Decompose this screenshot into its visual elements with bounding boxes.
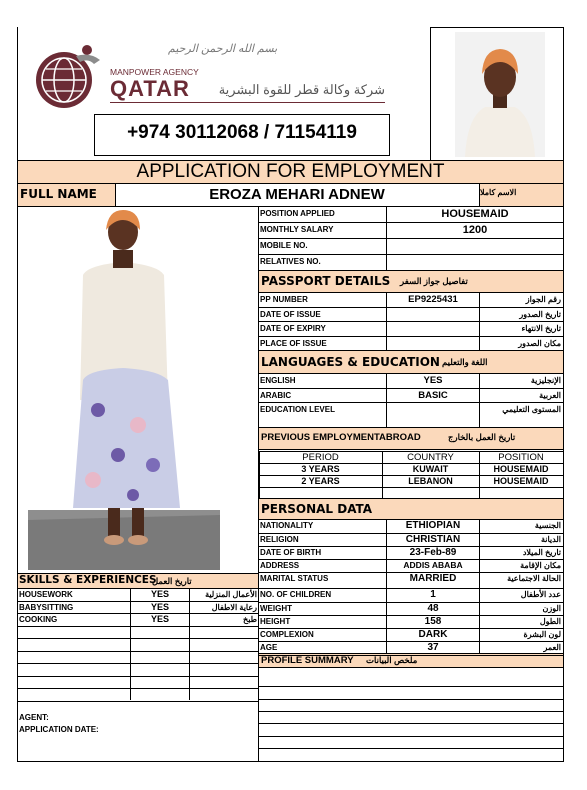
personal-row-label: HEIGHT [260, 616, 291, 626]
personal-row-value: CHRISTIAN [405, 533, 461, 545]
photo-box-top [430, 27, 563, 28]
personal-row-arabic: الجنسية [534, 521, 561, 530]
passport-row-value: EP9225431 [408, 294, 458, 305]
skill-row-value: YES [150, 614, 169, 624]
skills-heading-arabic: تاريخ العمل [152, 576, 192, 586]
language-row-line [258, 427, 564, 428]
personal-row-arabic: عدد الأطفال [520, 590, 561, 599]
application-date-label: APPLICATION DATE: [19, 725, 99, 734]
personal-row-arabic: الطول [539, 616, 561, 626]
skills-heading: SKILLS & EXPERIENCES [19, 574, 157, 586]
personal-row-value: 1 [430, 589, 436, 600]
passport-row-label: PLACE OF ISSUE [260, 338, 327, 348]
passport-row-line [258, 307, 564, 308]
position-row-label: MONTHLY SALARY [260, 225, 334, 234]
full-name-arabic: الاسم كاملا [480, 188, 517, 197]
languages-heading-bottom [258, 373, 564, 374]
skill-row-label: HOUSEWORK [19, 590, 73, 599]
passport-row-arabic: تاريخ الانتهاء [521, 324, 561, 333]
employment-cell: HOUSEMAID [493, 476, 549, 486]
language-row-line [258, 388, 564, 389]
passport-heading-bottom [258, 292, 564, 293]
employment-col-line [563, 451, 564, 498]
employment-column-header: PERIOD [302, 452, 339, 463]
photo-box-left [430, 27, 431, 160]
position-row-label: POSITION APPLIED [260, 209, 335, 218]
personal-row-value: 37 [427, 642, 439, 653]
profile-line [258, 711, 564, 712]
personal-row-value: DARK [418, 628, 448, 640]
employment-cell: LEBANON [408, 476, 453, 486]
skills-row-line [17, 663, 258, 664]
personal-row-arabic: مكان الإقامة [520, 560, 561, 570]
personal-row-value: 48 [427, 602, 439, 614]
full-name-label: FULL NAME [20, 187, 97, 201]
personal-row-arabic: الحالة الاجتماعية [507, 574, 561, 583]
passport-row-arabic: تاريخ الصدور [519, 309, 561, 319]
agency-name: QATAR [110, 76, 190, 101]
passport-heading: PASSPORT DETAILS [261, 274, 391, 288]
applicant-portrait [455, 32, 545, 157]
agency-tagline: MANPOWER AGENCY [110, 67, 199, 77]
position-row-line [258, 254, 564, 255]
language-row-line [258, 402, 564, 403]
position-row-label: RELATIVES NO. [260, 257, 321, 266]
position-row-label: MOBILE NO. [260, 241, 308, 250]
passport-row-label: DATE OF ISSUE [260, 309, 321, 319]
profile-line [258, 723, 564, 724]
passport-row-line [258, 321, 564, 322]
language-row-label: ARABIC [260, 391, 292, 400]
phone-number: +974 30112068 / 71154119 [127, 122, 357, 143]
passport-row-label: DATE OF EXPIRY [260, 324, 326, 333]
employment-cell: HOUSEMAID [493, 464, 549, 474]
profile-line [258, 699, 564, 700]
employment-cell: 3 YEARS [301, 464, 340, 474]
languages-heading: LANGUAGES & EDUCATION [261, 355, 440, 369]
language-row-arabic: المستوى التعليمي [502, 405, 561, 414]
personal-row-arabic: لون البشرة [523, 629, 561, 639]
personal-row-label: RELIGION [260, 534, 299, 544]
agent-label: AGENT: [19, 713, 49, 722]
position-row-line [258, 238, 564, 239]
passport-row-label: PP NUMBER [260, 295, 308, 304]
skills-row-line [17, 626, 258, 627]
skill-row-arabic: الأعمال المنزلية [205, 590, 257, 599]
profile-line [258, 748, 564, 749]
applicant-full-body-photo [28, 210, 220, 570]
personal-row-value: ADDIS ABABA [403, 559, 463, 570]
employment-heading: PREVIOUS EMPLOYMENTABROAD [261, 432, 421, 443]
employment-column-header: POSITION [498, 452, 544, 463]
profile-line [258, 736, 564, 737]
passport-heading-arabic: تفاصيل جواز السفر [400, 276, 468, 286]
position-row-line [258, 270, 564, 271]
full-name-value: EROZA MEHARI ADNEW [209, 186, 385, 203]
skill-row-value: YES [150, 589, 169, 599]
skills-row-line [17, 676, 258, 677]
skill-row-arabic: طبخ [243, 615, 257, 624]
skill-row-label: BABYSITTING [19, 602, 74, 612]
profile-top-line [258, 653, 564, 654]
agency-arabic-name: شركة وكالة قطر للقوة البشرية [218, 82, 385, 97]
logo-underline [110, 102, 385, 103]
personal-row-arabic: العمر [543, 643, 561, 652]
passport-row-line [258, 336, 564, 337]
personal-row-arabic: الوزن [542, 603, 561, 613]
personal-row-value: 23-Feb-89 [409, 546, 457, 558]
position-row-value: 1200 [462, 224, 488, 236]
personal-row-arabic: تاريخ الميلاد [522, 547, 561, 557]
personal-row-label: COMPLEXION [260, 629, 314, 639]
profile-heading-arabic: ملخص البيانات [366, 655, 418, 665]
personal-row-label: ADDRESS [260, 560, 300, 570]
skills-row-line [17, 688, 258, 689]
personal-row-label: MARITAL STATUS [260, 574, 329, 583]
skill-row-arabic: رعاية الاطفال [211, 602, 257, 612]
personal-row-line [258, 655, 564, 656]
languages-heading-arabic: اللغة والتعليم [442, 357, 488, 367]
personal-row-value: MARRIED [409, 573, 457, 584]
language-row-arabic: العربية [539, 391, 561, 400]
frame-left [17, 27, 18, 762]
language-row-value: YES [423, 375, 443, 386]
employment-column-header: COUNTRY [407, 452, 454, 463]
position-row-value: HOUSEMAID [441, 208, 509, 220]
passport-row-arabic: رقم الجواز [525, 295, 561, 304]
language-row-value: BASIC [418, 390, 448, 401]
personal-row-label: WEIGHT [260, 603, 292, 613]
position-row-line [258, 222, 564, 223]
employment-row-line [259, 487, 563, 488]
personal-row-value: 158 [424, 615, 442, 627]
profile-line [258, 686, 564, 687]
skills-row-line [17, 651, 258, 652]
frame-bottom [17, 761, 564, 762]
bismillah-calligraphy: بسم الله الرحمن الرحيم [168, 43, 278, 55]
language-row-label: ENGLISH [260, 376, 296, 385]
full-name-bottom-line [17, 206, 564, 207]
personal-row-label: NO. OF CHILDREN [260, 590, 332, 599]
personal-row-label: NATIONALITY [260, 521, 314, 530]
personal-row-value: ETHIOPIAN [405, 520, 461, 531]
frame-right [563, 27, 564, 762]
skills-row-line [17, 701, 258, 702]
skills-top-line [17, 573, 258, 574]
language-row-label: EDUCATION LEVEL [260, 405, 335, 414]
employment-heading-arabic: تاريخ العمل بالخارج [448, 432, 516, 442]
profile-heading-bottom [258, 667, 564, 668]
skills-row-line [17, 638, 258, 639]
passport-row-line [258, 350, 564, 351]
employment-bottom-line [258, 498, 564, 499]
passport-row-arabic: مكان الصدور [518, 338, 561, 348]
personal-heading: PERSONAL DATA [261, 502, 373, 516]
skill-row-label: COOKING [19, 615, 58, 624]
form-title: APPLICATION FOR EMPLOYMENT [136, 161, 445, 182]
employment-heading-bottom [258, 449, 564, 450]
employment-cell: KUWAIT [412, 464, 449, 474]
agency-logo [32, 42, 104, 110]
language-row-arabic: الإنجليزية [530, 376, 561, 385]
personal-row-arabic: الديانة [540, 534, 561, 544]
employment-cell: 2 YEARS [301, 476, 340, 486]
skill-row-value: YES [150, 601, 169, 612]
personal-row-label: DATE OF BIRTH [260, 547, 322, 557]
personal-row-label: AGE [260, 643, 278, 652]
profile-heading: PROFILE SUMMARY [261, 655, 354, 666]
